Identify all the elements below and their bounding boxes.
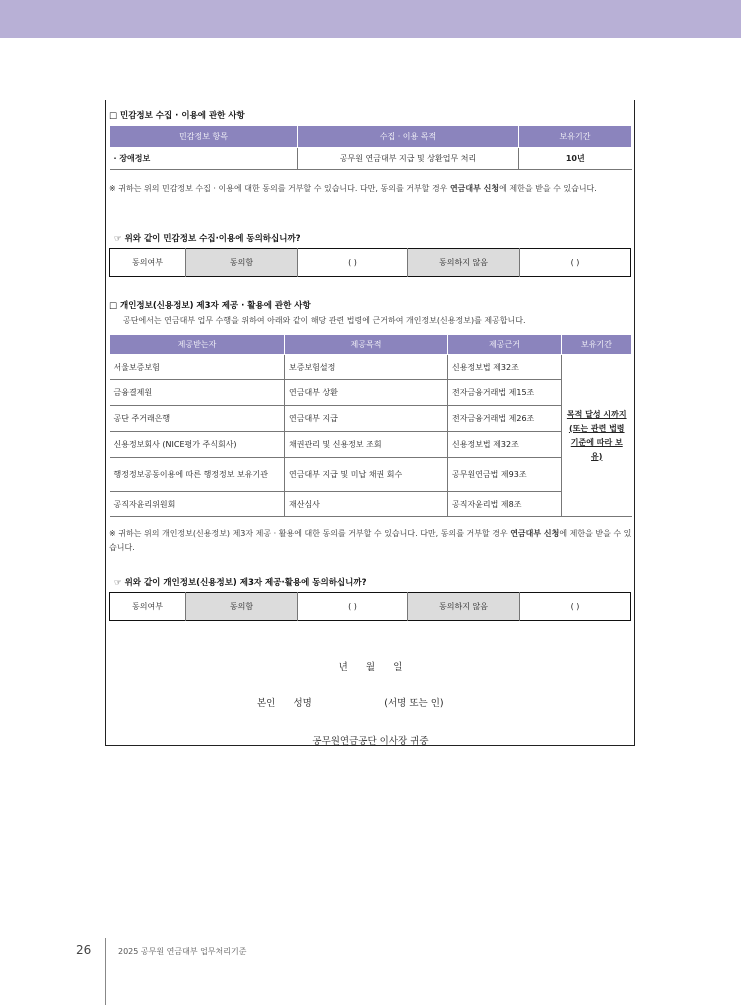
- consent-label: 동의여부: [110, 249, 186, 277]
- col-header-purpose: 제공목적: [285, 335, 448, 355]
- col-header-retention: 보유기간: [519, 126, 632, 148]
- purpose-cell: 연금대부 지급 및 미납 채권 회수: [285, 458, 448, 492]
- recipient-cell: 공직자윤리위원회: [110, 492, 285, 517]
- purpose-cell: 재산심사: [285, 492, 448, 517]
- section1-title: □ 민감정보 수집 · 이용에 관한 사항: [109, 111, 245, 121]
- agree-label: 동의함: [186, 249, 298, 277]
- sensitive-info-table: [109, 125, 632, 170]
- purpose-cell: 채권관리 및 신용정보 조회: [285, 432, 448, 458]
- purpose-cell: 연금대부 상환: [285, 380, 448, 406]
- section2-intro: 공단에서는 연금대부 업무 수행을 위하여 아래와 같이 해당 관련 법령에 근거하여 개인정보(신용정보)를 제공합니다.: [123, 316, 526, 325]
- col-header-purpose: 수집 · 이용 목적: [298, 126, 519, 148]
- retention-text: 목적 달성 시까지 (또는 관련 법령 기준에 따라 보유): [566, 409, 627, 461]
- recipient-cell: 신용정보회사 (NICE평가 주식회사): [110, 432, 285, 458]
- col-header-retention: 보유기간: [562, 335, 632, 355]
- col-header-recipient: 제공받는자: [110, 335, 285, 355]
- signature-addressee: 공무원연금공단 이사장 귀중: [312, 736, 429, 747]
- basis-cell: 전자금융거래법 제15조: [448, 380, 562, 406]
- disagree-label: 동의하지 않음: [408, 249, 520, 277]
- section2-question: ☞ 위와 같이 개인정보(신용정보) 제3자 제공·활용에 동의하십니까?: [114, 578, 367, 588]
- header-band: [0, 0, 741, 38]
- basis-cell: 신용정보법 제32조: [448, 355, 562, 380]
- consent-label: 동의여부: [110, 593, 186, 621]
- section1-note: ※ 귀하는 위의 민감정보 수집 · 이용에 대한 동의를 거부할 수 있습니다. 다만, 동의를 거부할 경우 연금대부 신청에 제한을 받을 수 있습니다.: [109, 184, 597, 193]
- section2-note: ※ 귀하는 위의 개인정보(신용정보) 제3자 제공 · 활용에 대한 동의를 거부할 수 있습니다. 다만, 동의를 거부할 경우 연금대부 신청에 제한을 받을 수 있습니다.: [109, 529, 632, 552]
- col-header-basis: 제공근거: [448, 335, 562, 355]
- footer-doc-title: 2025 공무원 연금대부 업무처리기준: [118, 947, 247, 956]
- section1-consent-table: [109, 248, 631, 277]
- retention-cell: [562, 355, 632, 517]
- section2-title: □ 개인정보(신용정보) 제3자 제공 · 활용에 관한 사항: [109, 301, 311, 311]
- section1-question: ☞ 위와 같이 민감정보 수집·이용에 동의하십니까?: [114, 234, 301, 244]
- signature-date: 년 월 일: [338, 662, 403, 673]
- footer-divider: [105, 938, 106, 1005]
- basis-cell: 공직자윤리법 제8조: [448, 492, 562, 517]
- table-cell: · 장애정보: [110, 148, 298, 170]
- disagree-checkbox[interactable]: ( ): [570, 258, 580, 267]
- col-header-item: 민감정보 항목: [110, 126, 298, 148]
- table-cell: 10년: [519, 148, 632, 170]
- purpose-cell: 연금대부 지급: [285, 406, 448, 432]
- table-cell: 공무원 연금대부 지급 및 상환업무 처리: [298, 148, 519, 170]
- section2-consent-table: [109, 592, 631, 621]
- page-number: 26: [76, 943, 92, 957]
- disagree-label: 동의하지 않음: [408, 593, 520, 621]
- basis-cell: 신용정보법 제32조: [448, 432, 562, 458]
- third-party-table: [109, 334, 632, 517]
- recipient-cell: 공단 주거래은행: [110, 406, 285, 432]
- recipient-cell: 서울보증보험: [110, 355, 285, 380]
- basis-cell: 전자금융거래법 제26조: [448, 406, 562, 432]
- agree-checkbox[interactable]: ( ): [298, 593, 408, 621]
- basis-cell: 공무원연금법 제93조: [448, 458, 562, 492]
- disagree-checkbox[interactable]: ( ): [570, 602, 580, 611]
- recipient-cell: 행정정보공동이용에 따른 행정정보 보유기관: [110, 458, 285, 492]
- recipient-cell: 금융결제원: [110, 380, 285, 406]
- agree-label: 동의함: [186, 593, 298, 621]
- purpose-cell: 보증보험설정: [285, 355, 448, 380]
- signature-signer[interactable]: 본인 성명 (서명 또는 인): [257, 698, 444, 709]
- agree-checkbox[interactable]: ( ): [298, 249, 408, 277]
